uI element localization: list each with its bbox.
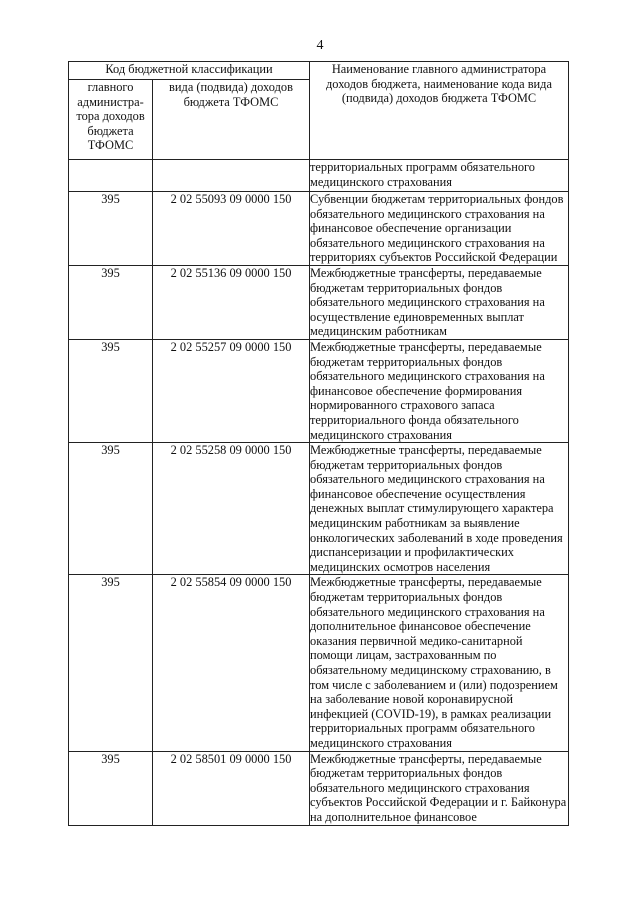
income-name-cell: Межбюджетные трансферты, передаваемые бюджетам территориальных фондов обязательного медицинского страхования на осуществление единовременных выплат медицинским работникам <box>310 265 569 339</box>
budget-code-cell: 2 02 55136 09 0000 150 <box>153 265 310 339</box>
admin-code-cell <box>69 160 153 192</box>
admin-code-cell: 395 <box>69 192 153 266</box>
admin-column-header: главного администра-тора доходов бюджета ТФОМС <box>69 80 153 160</box>
budget-code-cell <box>153 160 310 192</box>
admin-code-cell: 395 <box>69 443 153 575</box>
admin-code-cell: 395 <box>69 265 153 339</box>
budget-code-cell: 2 02 55093 09 0000 150 <box>153 192 310 266</box>
page-number: 4 <box>316 38 324 53</box>
budget-code-cell: 2 02 55258 09 0000 150 <box>153 443 310 575</box>
table-row <box>69 160 569 192</box>
table-row <box>69 443 569 575</box>
table-row <box>69 339 569 442</box>
admin-code-cell: 395 <box>69 339 153 442</box>
table-row <box>69 575 569 751</box>
budget-code-cell: 2 02 55854 09 0000 150 <box>153 575 310 751</box>
admin-code-cell: 395 <box>69 751 153 825</box>
income-name-cell: Межбюджетные трансферты, передаваемые бюджетам территориальных фондов обязательного медицинского страхования на финансовое обеспечение формирования нормированного страхового запаса территориального фонда обязательного медицинского страхования <box>310 339 569 442</box>
admin-code-cell: 395 <box>69 575 153 751</box>
income-name-cell: Межбюджетные трансферты, передаваемые бюджетам территориальных фондов обязательного медицинского страхования субъектов Российской Федерации и г. Байконура на дополнительное финансовое <box>310 751 569 825</box>
income-name-cell: территориальных программ обязательного медицинского страхования <box>310 160 569 192</box>
budget-classification-table <box>68 61 569 826</box>
income-name-cell: Межбюджетные трансферты, передаваемые бюджетам территориальных фондов обязательного медицинского страхования на финансовое обеспечение осуществления денежных выплат стимулирующего характера медицинским работникам за выявление онкологических заболеваний в ходе проведения диспансеризации и профилактических медицинских осмотров населения <box>310 443 569 575</box>
name-column-header: Наименование главного администратора доходов бюджета, наименование кода вида (подвида) доходов бюджета ТФОМС <box>310 62 569 160</box>
budget-code-cell: 2 02 58501 09 0000 150 <box>153 751 310 825</box>
budget-code-group-header: Код бюджетной классификации <box>69 62 310 80</box>
table-row <box>69 751 569 825</box>
code-column-header: вида (подвида) доходов бюджета ТФОМС <box>153 80 310 160</box>
table-row <box>69 192 569 266</box>
table-row <box>69 265 569 339</box>
income-name-cell: Субвенции бюджетам территориальных фондов обязательного медицинского страхования на финансовое обеспечение организации обязательного медицинского страхования на территориях субъектов Российской Федерации <box>310 192 569 266</box>
budget-code-cell: 2 02 55257 09 0000 150 <box>153 339 310 442</box>
income-name-cell: Межбюджетные трансферты, передаваемые бюджетам территориальных фондов обязательного медицинского страхования на дополнительное финансовое обеспечение оказания первичной медико-санитарной помощи лицам, застрахованным по обязательному медицинскому страхованию, в том числе с заболеванием и (или) подозрением на заболевание новой коронавирусной инфекцией (COVID-19), в рамках реализации территориальных программ обязательного медицинского страхования <box>310 575 569 751</box>
